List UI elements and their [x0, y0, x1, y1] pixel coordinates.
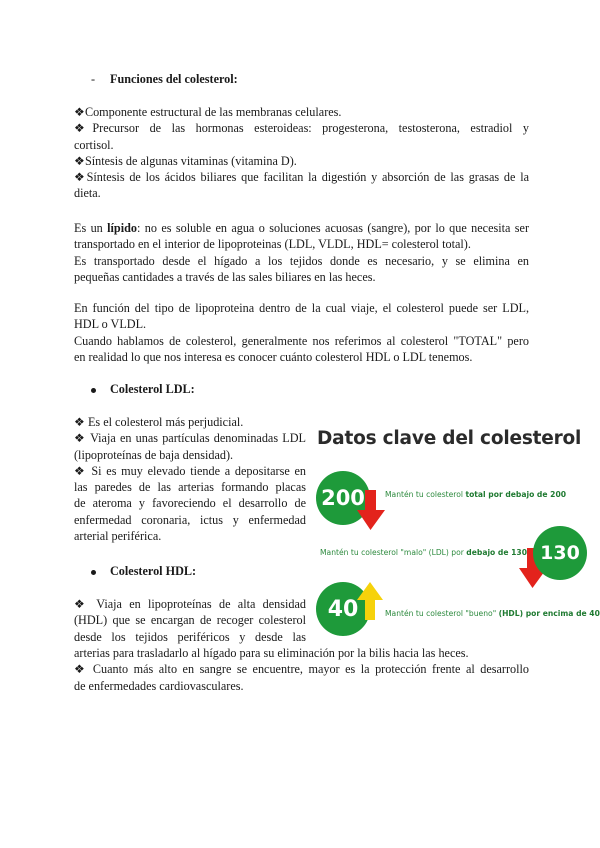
bullet-dot [91, 388, 96, 393]
list-item: ❖Síntesis de algunas vitaminas (vitamina D). [74, 153, 297, 168]
list-item-continuation: cortisol. [74, 137, 114, 152]
list-item: ❖Componente estructural de las membranas celulares. [74, 105, 342, 119]
hdl-value-circle: 40 [316, 582, 370, 636]
hdl-text-wide: arterias para trasladarlo al hígado para su eliminación por la bilis hacia las heces. ❖ Cuanto más alto en sangre se encuentre, mayor es la protección frente al desarrollo de enfermedades cardiovasculares. [74, 646, 529, 693]
bullet-dot [91, 570, 96, 575]
total-value-circle: 200 [316, 471, 370, 525]
hdl-heading: Colesterol HDL: [110, 564, 197, 578]
lipoprotein-paragraph: En función del tipo de lipoproteina dentro de la cual viaje, el colesterol puede ser LDL, HDL o VLDL. Cuando hablamos de colesterol, generalmente nos referimos al colesterol "TOTAL" pero en realidad lo que nos interesa es conocer cuánto colesterol HDL o LDL tenemos. [74, 301, 529, 364]
lipid-paragraph: Es un lípido: no es soluble en agua o soluciones acuosas (sangre), por lo que necesita ser transportado en el interior de lipoproteinas (LDL, VLDL, HDL= colesterol total). Es transportado desde el hígado a los tejidos donde es necesario, y se elimina en pequeñas cantidades a través de las sales biliares en las heces. [74, 221, 530, 284]
hdl-text-narrow: ❖ Viaja en lipoproteínas de alta densidad (HDL) que se encargan de recoger colesterol desde los tejidos periféricos y desde las [74, 597, 306, 644]
functions-heading: Funciones del colesterol: [110, 72, 238, 86]
hdl-advice: Mantén tu colesterol "bueno" (HDL) por encima de 40 [385, 609, 600, 618]
list-item-continuation: dieta. [74, 186, 101, 201]
heading-dash: - [91, 72, 96, 86]
infographic-title: Datos clave del colesterol [317, 428, 582, 449]
total-advice: Mantén tu colesterol total por debajo de 200 [385, 490, 567, 499]
lipid-bold: lípido [107, 221, 137, 235]
ldl-text: ❖ Es el colesterol más perjudicial. ❖ Viaja en unas partículas denominadas LDL (lipoproteínas de baja densidad). ❖ Si es muy elevado tiende a depositarse en las paredes de las arterias formando placas de ateroma y favoreciendo el desarrollo de enfermedad coronaria, ictus y enfermedad arterial periférica. [74, 415, 306, 544]
ldl-advice: Mantén tu colesterol "malo" (LDL) por debajo de 130 [320, 548, 527, 557]
list-item: ❖Precursor de las hormonas esteroideas: progesterona, testosterona, estradiol y [74, 121, 529, 136]
functions-list [74, 104, 529, 202]
arrow-up-icon [357, 582, 383, 622]
ldl-heading: Colesterol LDL: [110, 382, 195, 396]
ldl-value-circle: 130 [533, 526, 587, 580]
arrow-down-icon [357, 490, 387, 532]
list-item: ❖Síntesis de los ácidos biliares que facilitan la digestión y absorción de las grasas de la [74, 170, 529, 185]
